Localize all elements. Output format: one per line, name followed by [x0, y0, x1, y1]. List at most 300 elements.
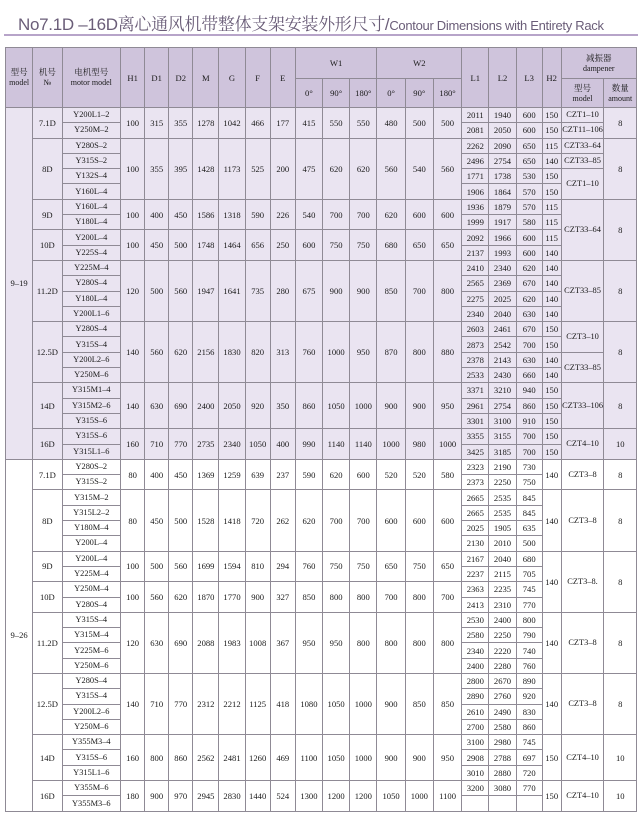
fan-number-cell: 8D	[33, 138, 62, 199]
l1-cell: 1771	[462, 169, 489, 184]
dimension-cell: 950	[295, 612, 322, 673]
l2-cell: 2280	[489, 658, 516, 673]
dimension-cell: 735	[245, 260, 270, 321]
dimension-cell: 560	[145, 582, 169, 613]
dimension-cell: 800	[323, 582, 350, 613]
dimension-cell: 540	[295, 199, 322, 230]
motor-model-cell: Y315M1–4	[62, 383, 121, 398]
l3-cell: 720	[516, 765, 542, 780]
dimension-cell: 1000	[350, 673, 377, 734]
motor-model-cell: Y200L–4	[62, 551, 121, 566]
dimension-cell: 2050	[219, 383, 245, 429]
dimension-cell: 100	[121, 199, 145, 230]
l2-cell: 2190	[489, 459, 516, 474]
dimension-cell: 355	[145, 138, 169, 199]
l1-cell: 2873	[462, 337, 489, 352]
l3-cell: 650	[516, 153, 542, 168]
dimension-cell: 800	[350, 612, 377, 673]
dimension-cell: 450	[169, 459, 193, 490]
header-h2: H2	[542, 48, 561, 108]
dimension-cell: 630	[145, 383, 169, 429]
dimension-cell: 313	[270, 322, 295, 383]
h2-cell: 150	[542, 429, 561, 444]
dimension-cell: 870	[377, 322, 405, 383]
motor-model-cell: Y250M–6	[62, 719, 121, 734]
motor-model-cell: Y280S–4	[62, 276, 121, 291]
dimension-cell: 140	[121, 322, 145, 383]
motor-model-cell: Y315L1–6	[62, 444, 121, 459]
dimension-cell: 590	[295, 459, 322, 490]
l2-cell: 3185	[489, 444, 516, 459]
l3-cell: 940	[516, 383, 542, 398]
dimension-cell: 327	[270, 582, 295, 613]
dimension-cell: 750	[350, 230, 377, 261]
fan-number-cell: 11.2D	[33, 260, 62, 321]
motor-model-cell: Y132S–4	[62, 169, 121, 184]
l2-cell: 2788	[489, 750, 516, 765]
dimension-cell: 560	[169, 260, 193, 321]
dimension-cell: 710	[145, 429, 169, 460]
l2-cell: 2461	[489, 322, 516, 337]
l2-cell: 2542	[489, 337, 516, 352]
l2-cell: 2754	[489, 398, 516, 413]
l1-cell: 2025	[462, 521, 489, 536]
dimension-cell: 1080	[295, 673, 322, 734]
motor-model-cell: Y315S–2	[62, 475, 121, 490]
dimension-cell: 600	[405, 199, 433, 230]
l1-cell: 2665	[462, 505, 489, 520]
dimension-cell: 900	[377, 383, 405, 429]
dimension-cell: 900	[405, 735, 433, 781]
l1-cell: 2565	[462, 276, 489, 291]
l3-cell: 705	[516, 566, 542, 581]
dimension-cell: 280	[270, 260, 295, 321]
dimension-cell: 1641	[219, 260, 245, 321]
header-g: G	[219, 48, 245, 108]
dimension-cell: 2088	[193, 612, 219, 673]
table-row	[6, 612, 637, 627]
l1-cell: 2580	[462, 628, 489, 643]
motor-model-cell: Y180L–4	[62, 215, 121, 230]
dimension-cell: 980	[405, 429, 433, 460]
table-row	[6, 199, 637, 214]
dimension-cell: 700	[323, 490, 350, 551]
damper-qty-cell: 8	[604, 612, 637, 673]
motor-model-cell: Y315S–4	[62, 337, 121, 352]
l3-cell: 750	[516, 475, 542, 490]
header-w2: W2	[377, 48, 462, 79]
title-cn: No7.1D –16D离心通风机带整体支架安装外形尺寸/	[18, 15, 390, 34]
l3-cell: 770	[516, 781, 542, 796]
damper-qty-cell: 10	[604, 735, 637, 781]
dimension-cell: 2312	[193, 673, 219, 734]
dimension-cell: 560	[433, 138, 461, 199]
l2-cell: 2143	[489, 352, 516, 367]
header-d2: D2	[169, 48, 193, 108]
dimension-cell: 700	[350, 490, 377, 551]
motor-model-cell: Y355M3–6	[62, 796, 121, 811]
l3-cell: 630	[516, 306, 542, 321]
dimension-cell: 1594	[219, 551, 245, 582]
l2-cell: 2310	[489, 597, 516, 612]
dimension-cell: 469	[270, 735, 295, 781]
dimension-cell: 200	[270, 138, 295, 199]
dimension-cell: 2156	[193, 322, 219, 383]
l1-cell: 2237	[462, 566, 489, 581]
l3-cell: 650	[516, 138, 542, 153]
dimension-cell: 100	[121, 582, 145, 613]
dimension-cell: 600	[295, 230, 322, 261]
h2-cell: 140	[542, 352, 561, 367]
dimension-cell: 250	[270, 230, 295, 261]
dimension-cell: 750	[323, 230, 350, 261]
dimension-cell: 820	[245, 322, 270, 383]
dimension-cell: 1000	[377, 429, 405, 460]
header-w1-180: 180°	[350, 79, 377, 108]
l2-cell: 1993	[489, 245, 516, 260]
dimension-cell: 1260	[245, 735, 270, 781]
l3-cell: 600	[516, 123, 542, 138]
l2-cell: 2369	[489, 276, 516, 291]
l2-cell: 1917	[489, 215, 516, 230]
damper-qty-cell: 8	[604, 108, 637, 139]
l1-cell: 2800	[462, 673, 489, 688]
l1-cell: 2137	[462, 245, 489, 260]
l1-cell: 2262	[462, 138, 489, 153]
table-row	[6, 383, 637, 398]
dimension-cell: 650	[433, 551, 461, 582]
l1-cell: 3301	[462, 413, 489, 428]
l3-cell: 920	[516, 689, 542, 704]
l1-cell: 3100	[462, 735, 489, 750]
dimension-cell: 700	[377, 582, 405, 613]
dimension-cell: 226	[270, 199, 295, 230]
damper-model-cell: CZT33–64	[561, 138, 604, 153]
dimension-cell: 1464	[219, 230, 245, 261]
dimension-cell: 395	[169, 138, 193, 199]
l1-cell: 3371	[462, 383, 489, 398]
dimension-table	[5, 47, 637, 812]
h2-cell: 150	[542, 322, 561, 337]
l3-cell: 600	[516, 108, 542, 123]
dimension-cell: 900	[350, 260, 377, 321]
damper-model-cell: CZT3–10	[561, 322, 604, 353]
fan-number-cell: 14D	[33, 383, 62, 429]
dimension-cell: 1369	[193, 459, 219, 490]
fan-number-cell: 10D	[33, 582, 62, 613]
motor-model-cell: Y280S–4	[62, 673, 121, 688]
h2-cell: 140	[542, 291, 561, 306]
dimension-cell: 620	[350, 138, 377, 199]
l2-cell: 2535	[489, 505, 516, 520]
damper-model-cell: CZT33–85	[561, 352, 604, 383]
l3-cell: 910	[516, 413, 542, 428]
dimension-cell: 2562	[193, 735, 219, 781]
dimension-cell: 100	[121, 230, 145, 261]
motor-model-cell: Y315M–4	[62, 628, 121, 643]
damper-model-cell: CZT3–8	[561, 490, 604, 551]
dimension-cell: 1259	[219, 459, 245, 490]
l1-cell: 2700	[462, 719, 489, 734]
dimension-cell: 80	[121, 490, 145, 551]
dimension-cell: 810	[245, 551, 270, 582]
dimension-cell: 900	[377, 673, 405, 734]
l3-cell: 860	[516, 719, 542, 734]
header-w1: W1	[295, 48, 377, 79]
dimension-cell: 620	[323, 138, 350, 199]
h2-cell: 140	[542, 306, 561, 321]
dimension-cell: 2945	[193, 781, 219, 812]
dimension-cell: 900	[245, 582, 270, 613]
l1-cell: 2340	[462, 643, 489, 658]
motor-model-cell: Y200L2–6	[62, 352, 121, 367]
dimension-cell: 1042	[219, 108, 245, 139]
dimension-cell: 262	[270, 490, 295, 551]
l1-cell: 2410	[462, 260, 489, 275]
motor-model-cell: Y315L1–6	[62, 765, 121, 780]
dimension-cell: 177	[270, 108, 295, 139]
l1-cell: 2130	[462, 536, 489, 551]
motor-model-cell: Y315S–6	[62, 413, 121, 428]
motor-model-cell: Y180L–4	[62, 291, 121, 306]
h2-cell: 150	[542, 184, 561, 199]
dimension-cell: 850	[433, 673, 461, 734]
h2-cell: 140	[542, 490, 561, 551]
dimension-cell: 920	[245, 383, 270, 429]
dimension-cell: 1983	[219, 612, 245, 673]
motor-model-cell: Y315S–6	[62, 750, 121, 765]
table-row	[6, 735, 637, 750]
l2-cell: 3155	[489, 429, 516, 444]
dimension-cell: 690	[169, 612, 193, 673]
damper-model-cell: CZT3–8	[561, 459, 604, 490]
l1-cell: 2908	[462, 750, 489, 765]
fan-number-cell: 16D	[33, 781, 62, 812]
dimension-cell: 800	[377, 612, 405, 673]
h2-cell: 140	[542, 368, 561, 383]
dimension-cell: 120	[121, 612, 145, 673]
l1-cell: 2363	[462, 582, 489, 597]
header-w1-0: 0°	[295, 79, 322, 108]
h2-cell: 150	[542, 383, 561, 398]
l1-cell: 2400	[462, 658, 489, 673]
dimension-cell: 475	[295, 138, 322, 199]
l2-cell: 2760	[489, 689, 516, 704]
l3-cell: 845	[516, 505, 542, 520]
motor-model-cell: Y315S–6	[62, 429, 121, 444]
l2-cell: 2115	[489, 566, 516, 581]
dimension-cell: 500	[169, 230, 193, 261]
l3-cell: 580	[516, 215, 542, 230]
l1-cell	[462, 796, 489, 811]
l1-cell: 2011	[462, 108, 489, 123]
l3-cell: 570	[516, 199, 542, 214]
l1-cell: 2961	[462, 398, 489, 413]
h2-cell: 150	[542, 413, 561, 428]
l3-cell: 790	[516, 628, 542, 643]
model-cell: 9–19	[6, 108, 33, 460]
dimension-cell: 1050	[323, 673, 350, 734]
l1-cell: 2167	[462, 551, 489, 566]
dimension-cell: 750	[323, 551, 350, 582]
l2-cell: 2250	[489, 628, 516, 643]
l1-cell: 2340	[462, 306, 489, 321]
header-m: M	[193, 48, 219, 108]
fan-number-cell: 7.1D	[33, 459, 62, 490]
header-motor: 电机型号 motor model	[62, 48, 121, 108]
motor-model-cell: Y225S–4	[62, 245, 121, 260]
dimension-cell: 450	[145, 230, 169, 261]
dimension-cell: 700	[323, 199, 350, 230]
l3-cell: 620	[516, 260, 542, 275]
damper-qty-cell: 8	[604, 673, 637, 734]
dimension-cell: 560	[377, 138, 405, 199]
l2-cell: 2490	[489, 704, 516, 719]
damper-qty-cell: 8	[604, 199, 637, 260]
dimension-cell: 800	[350, 582, 377, 613]
motor-model-cell: Y315S–4	[62, 612, 121, 627]
dimension-cell: 860	[169, 735, 193, 781]
h2-cell: 115	[542, 215, 561, 230]
fan-number-cell: 10D	[33, 230, 62, 261]
dimension-cell: 800	[433, 612, 461, 673]
damper-model-cell: CZT3–8.	[561, 551, 604, 612]
dimension-cell: 1050	[323, 383, 350, 429]
l2-cell: 1738	[489, 169, 516, 184]
l3-cell: 670	[516, 322, 542, 337]
damper-model-cell: CZT4–10	[561, 429, 604, 460]
h2-cell: 140	[542, 276, 561, 291]
dimension-cell: 600	[405, 490, 433, 551]
l2-cell: 2250	[489, 475, 516, 490]
dimension-cell: 1173	[219, 138, 245, 199]
dimension-cell: 1830	[219, 322, 245, 383]
dimension-cell: 950	[433, 735, 461, 781]
dimension-cell: 160	[121, 429, 145, 460]
motor-model-cell: Y315S–4	[62, 689, 121, 704]
dimension-cell: 480	[377, 108, 405, 139]
dimension-cell: 2481	[219, 735, 245, 781]
l3-cell: 570	[516, 184, 542, 199]
motor-model-cell: Y200L–4	[62, 230, 121, 245]
l2-cell: 3080	[489, 781, 516, 796]
l2-cell: 2670	[489, 673, 516, 688]
dimension-cell: 2340	[219, 429, 245, 460]
dimension-cell: 418	[270, 673, 295, 734]
table-row	[6, 490, 637, 505]
l2-cell: 2040	[489, 306, 516, 321]
dimension-cell: 690	[169, 383, 193, 429]
section-9-19	[6, 108, 637, 460]
damper-qty-cell: 8	[604, 490, 637, 551]
dimension-cell: 524	[270, 781, 295, 812]
dimension-cell: 630	[145, 612, 169, 673]
dimension-cell: 600	[377, 490, 405, 551]
l3-cell: 670	[516, 276, 542, 291]
dimension-cell: 900	[323, 260, 350, 321]
dimension-cell: 180	[121, 781, 145, 812]
dimension-cell: 650	[405, 230, 433, 261]
table-row	[6, 138, 637, 153]
l2-cell: 2754	[489, 153, 516, 168]
dimension-cell: 500	[145, 551, 169, 582]
table-row	[6, 260, 637, 275]
dimension-cell: 560	[145, 322, 169, 383]
l3-cell: 800	[516, 612, 542, 627]
l1-cell: 2533	[462, 368, 489, 383]
dimension-cell: 500	[145, 260, 169, 321]
dimension-cell: 656	[245, 230, 270, 261]
h2-cell: 115	[542, 230, 561, 245]
header-h1: H1	[121, 48, 145, 108]
dimension-cell: 1428	[193, 138, 219, 199]
motor-model-cell: Y225M–6	[62, 643, 121, 658]
dimension-cell: 700	[350, 199, 377, 230]
dimension-cell: 1200	[350, 781, 377, 812]
dimension-cell: 1100	[295, 735, 322, 781]
l3-cell: 600	[516, 245, 542, 260]
fan-number-cell: 7.1D	[33, 108, 62, 139]
l1-cell: 2373	[462, 475, 489, 490]
dimension-cell: 900	[405, 383, 433, 429]
l1-cell: 2530	[462, 612, 489, 627]
dimension-cell: 950	[433, 383, 461, 429]
damper-model-cell: CZT1–10	[561, 108, 604, 123]
dimension-cell: 400	[145, 199, 169, 230]
dimension-cell: 400	[145, 459, 169, 490]
dimension-cell: 315	[145, 108, 169, 139]
motor-model-cell: Y250M–6	[62, 658, 121, 673]
dimension-cell: 1200	[323, 781, 350, 812]
dimension-cell: 100	[121, 138, 145, 199]
damper-qty-cell: 8	[604, 138, 637, 199]
l3-cell: 830	[516, 704, 542, 719]
damper-model-cell: CZT4–10	[561, 781, 604, 812]
damper-model-cell: CZT1–10	[561, 169, 604, 200]
l2-cell: 1966	[489, 230, 516, 245]
dimension-cell: 800	[405, 612, 433, 673]
dimension-cell: 140	[121, 673, 145, 734]
dimension-cell: 140	[121, 383, 145, 429]
header-no: 机号 №	[33, 48, 62, 108]
damper-model-cell: CZT33–85	[561, 153, 604, 168]
fan-number-cell: 16D	[33, 429, 62, 460]
l3-cell: 500	[516, 536, 542, 551]
l2-cell: 2880	[489, 765, 516, 780]
motor-model-cell: Y315M2–6	[62, 398, 121, 413]
dimension-cell: 1050	[323, 735, 350, 781]
h2-cell: 150	[542, 398, 561, 413]
motor-model-cell: Y315S–2	[62, 153, 121, 168]
header-damper-model: 型号 model	[561, 79, 604, 108]
l3-cell: 730	[516, 459, 542, 474]
dimension-cell: 639	[245, 459, 270, 490]
table-row	[6, 322, 637, 337]
dimension-cell: 710	[145, 673, 169, 734]
l3-cell: 745	[516, 582, 542, 597]
l2-cell: 1864	[489, 184, 516, 199]
fan-number-cell: 9D	[33, 199, 62, 230]
h2-cell: 150	[542, 169, 561, 184]
dimension-cell: 850	[405, 673, 433, 734]
dimension-cell: 2830	[219, 781, 245, 812]
dimension-cell: 1300	[295, 781, 322, 812]
table-row	[6, 781, 637, 796]
l2-cell: 2235	[489, 582, 516, 597]
model-cell: 9–26	[6, 459, 33, 811]
motor-model-cell: Y200L1–6	[62, 306, 121, 321]
motor-model-cell: Y160L–4	[62, 184, 121, 199]
